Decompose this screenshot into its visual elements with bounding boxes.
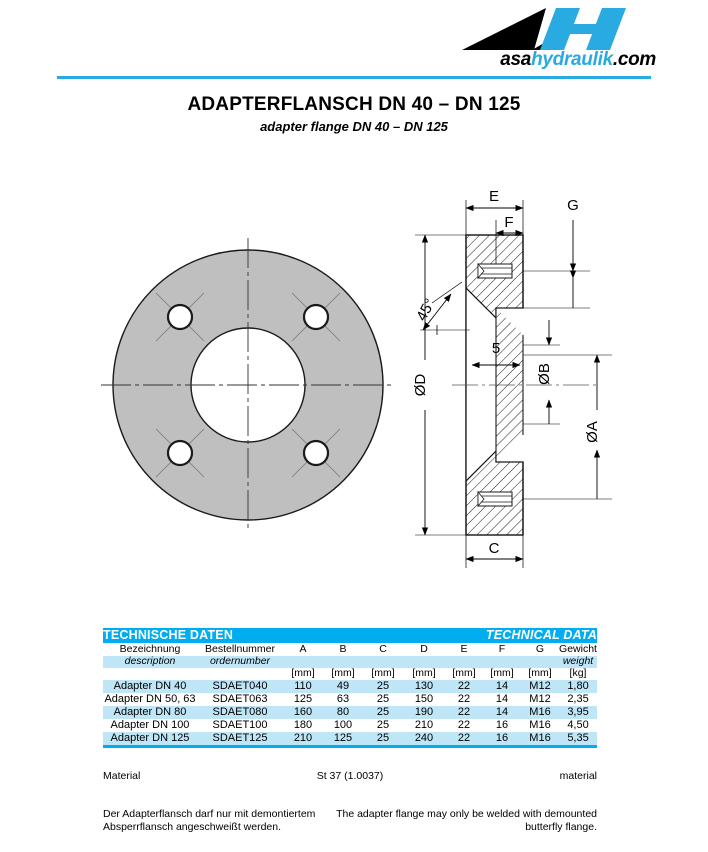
cell-description: Adapter DN 100 xyxy=(103,719,197,732)
cell-b: 100 xyxy=(323,719,363,732)
cell-e: 22 xyxy=(445,732,483,745)
table-row xyxy=(103,719,597,732)
cell-f: 14 xyxy=(483,693,521,706)
col-header-description-de: Bezeichnung xyxy=(103,643,197,656)
col-header-ordernumber-en: ordernumber xyxy=(197,656,283,668)
col-header-c-en xyxy=(363,656,403,668)
table-title-de: TECHNISCHE DATEN xyxy=(103,628,363,643)
cell-description: Adapter DN 50, 63 xyxy=(104,693,196,705)
table-row xyxy=(103,693,597,706)
wordmark-asa: asa xyxy=(500,49,532,70)
header-divider xyxy=(57,76,651,79)
technical-drawing xyxy=(0,160,708,590)
cell-ordernumber: SDAET100 xyxy=(197,719,283,732)
logo-wordmark xyxy=(460,49,656,71)
col-unit-a: [mm] xyxy=(283,668,323,680)
cell-ordernumber: SDAET040 xyxy=(197,680,283,693)
table-bottom-band xyxy=(103,745,597,748)
cell-b: 49 xyxy=(323,680,363,693)
cell-description: Adapter DN 40 xyxy=(103,680,197,693)
col-header-a: A xyxy=(283,643,323,656)
col-header-g: G xyxy=(521,643,559,656)
col-unit-weight: [kg] xyxy=(559,668,597,680)
cell-ordernumber: SDAET125 xyxy=(197,732,283,745)
page-title-german: ADAPTERFLANSCH DN 40 – DN 125 xyxy=(187,94,521,115)
material-label-de: Material xyxy=(103,770,141,782)
cell-c: 25 xyxy=(363,732,403,745)
cell-b: 125 xyxy=(323,732,363,745)
col-header-ordernumber-de: Bestellnummer xyxy=(197,643,283,656)
cell-description: Adapter DN 80 xyxy=(103,706,197,719)
col-unit-e: [mm] xyxy=(445,668,483,680)
table-row xyxy=(103,732,597,745)
cell-f: 14 xyxy=(483,680,521,693)
col-unit-c: [mm] xyxy=(363,668,403,680)
col-header-b-en xyxy=(323,656,363,668)
col-header-a-en xyxy=(283,656,323,668)
table-title-band xyxy=(103,628,597,643)
flange-section-view xyxy=(452,235,600,535)
col-unit-description xyxy=(103,668,197,680)
table-title-en: TECHNICAL DATA xyxy=(363,628,597,643)
cell-g: M16 xyxy=(521,706,559,719)
dim-label-angle: 45° xyxy=(413,295,439,324)
cell-f: 16 xyxy=(483,732,521,745)
table-row xyxy=(103,680,597,693)
col-header-e-en xyxy=(445,656,483,668)
cell-g: M16 xyxy=(521,732,559,745)
col-header-g-en xyxy=(521,656,559,668)
cell-weight: 1,80 xyxy=(559,680,597,693)
cell-e: 22 xyxy=(445,693,483,706)
cell-a: 180 xyxy=(283,719,323,732)
cell-g: M16 xyxy=(521,719,559,732)
dim-label-dia-b: ØB xyxy=(536,363,553,385)
dim-label-dia-d: ØD xyxy=(412,373,429,397)
dim-label-dia-a: ØA xyxy=(584,421,601,443)
cell-description: Adapter DN 125 xyxy=(103,732,197,745)
material-value: St 37 (1.0037) xyxy=(316,770,384,782)
technical-data-table xyxy=(103,628,597,748)
cell-e: 22 xyxy=(445,680,483,693)
threaded-hole xyxy=(478,492,512,506)
table-header-german xyxy=(103,643,597,656)
cell-e: 22 xyxy=(445,706,483,719)
company-logo xyxy=(460,6,656,76)
drawing-canvas xyxy=(0,160,708,590)
dim-label-f: F xyxy=(504,214,514,231)
col-header-e: E xyxy=(445,643,483,656)
col-header-f-en xyxy=(483,656,521,668)
threaded-hole xyxy=(478,264,512,278)
cell-weight: 4,50 xyxy=(559,719,597,732)
cell-c: 25 xyxy=(363,719,403,732)
col-header-d: D xyxy=(403,643,445,656)
wordmark-hydraulik: hydraulik xyxy=(531,49,613,70)
table-header-units xyxy=(103,668,597,680)
dim-label-g: G xyxy=(567,197,579,214)
cell-a: 110 xyxy=(283,680,323,693)
cell-a: 125 xyxy=(283,693,323,706)
col-header-description-en: description xyxy=(103,656,197,668)
dim-label-wall: 5 xyxy=(491,340,501,357)
table-header-english xyxy=(103,656,597,668)
cell-f: 14 xyxy=(483,706,521,719)
col-header-b: B xyxy=(323,643,363,656)
cell-g: M12 xyxy=(521,680,559,693)
note-german: Der Adapterflansch darf nur mit demontiertem Absperrflansch angeschweißt werden. xyxy=(103,808,316,833)
cell-a: 160 xyxy=(283,706,323,719)
col-unit-g: [mm] xyxy=(521,668,559,680)
cell-d: 130 xyxy=(403,680,445,693)
col-header-d-en xyxy=(403,656,445,668)
col-unit-f: [mm] xyxy=(483,668,521,680)
table-row xyxy=(103,706,597,719)
col-unit-d: [mm] xyxy=(403,668,445,680)
cell-b: 80 xyxy=(323,706,363,719)
col-header-c: C xyxy=(363,643,403,656)
dim-label-c: C xyxy=(488,540,500,557)
cell-f: 16 xyxy=(483,719,521,732)
cell-c: 25 xyxy=(363,680,403,693)
cell-b: 63 xyxy=(323,693,363,706)
cell-weight: 2,35 xyxy=(559,693,597,706)
cell-weight: 5,35 xyxy=(559,732,597,745)
dim-label-e: E xyxy=(488,188,500,205)
cell-e: 22 xyxy=(445,719,483,732)
col-unit-b: [mm] xyxy=(323,668,363,680)
cell-a: 210 xyxy=(283,732,323,745)
page-header xyxy=(0,0,708,86)
page-title-english: adapter flange DN 40 – DN 125 xyxy=(260,119,448,134)
cell-c: 25 xyxy=(363,693,403,706)
material-label-en: material xyxy=(559,770,597,782)
cell-ordernumber: SDAET063 xyxy=(197,693,283,706)
col-header-f: F xyxy=(483,643,521,656)
col-header-weight-en: weight xyxy=(559,656,597,668)
note-english: The adapter flange may only be welded with demounted butterfly flange. xyxy=(336,808,597,833)
flange-front-view xyxy=(101,238,395,532)
cell-ordernumber: SDAET080 xyxy=(197,706,283,719)
cell-d: 190 xyxy=(403,706,445,719)
ah-logo-icon xyxy=(460,6,656,52)
col-unit-ordernumber xyxy=(197,668,283,680)
col-header-weight-de: Gewicht xyxy=(559,643,597,656)
cell-weight: 3,95 xyxy=(559,706,597,719)
wordmark-tld: .com xyxy=(612,49,656,70)
cell-d: 240 xyxy=(403,732,445,745)
cell-d: 210 xyxy=(403,719,445,732)
cell-d: 150 xyxy=(403,693,445,706)
cell-c: 25 xyxy=(363,706,403,719)
cell-g: M12 xyxy=(521,693,559,706)
